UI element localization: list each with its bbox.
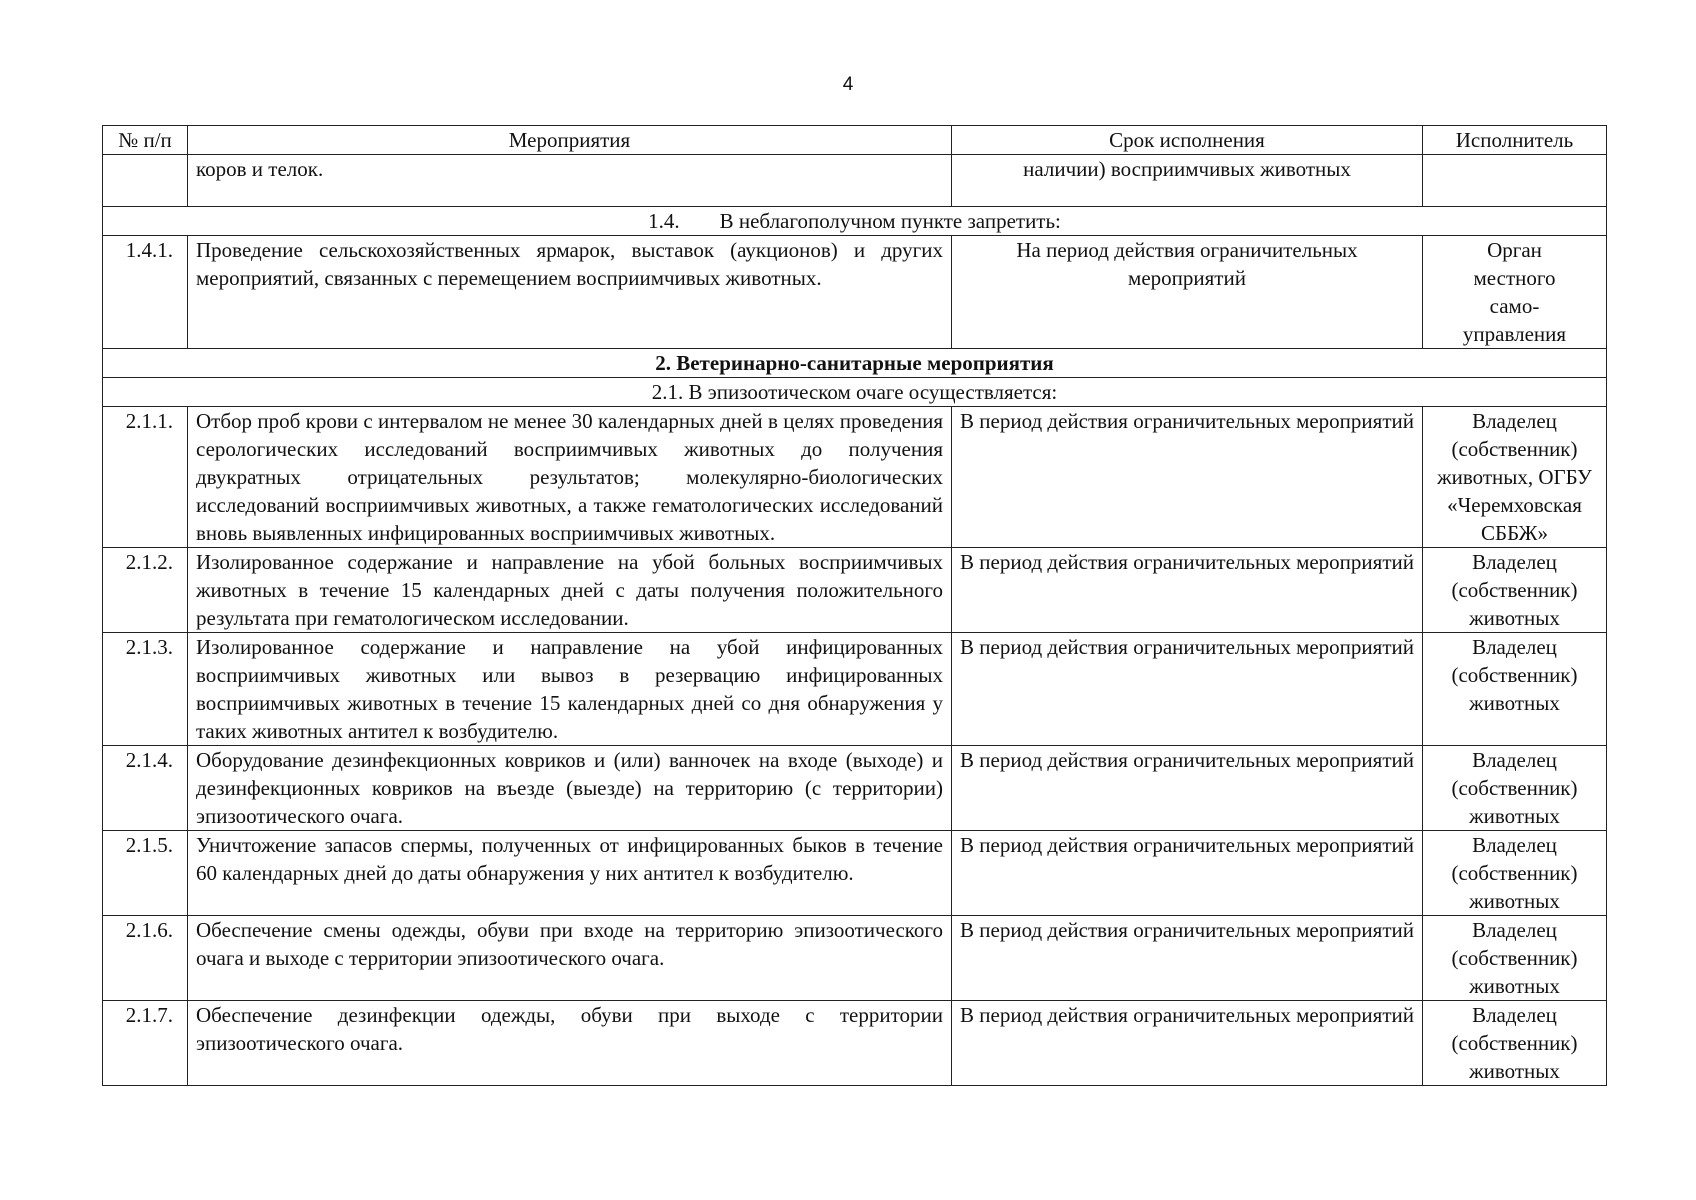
measures-table (102, 125, 1607, 1086)
cell-executor: Владелец (собственник) животных (1423, 831, 1607, 916)
section-row-2 (103, 349, 1607, 378)
cell-term: В период действия ограничительных мероприятий (952, 1001, 1423, 1086)
cell-executor: Владелец (собственник) животных (1423, 633, 1607, 746)
cell-term: В период действия ограничительных мероприятий (952, 407, 1423, 548)
cell-term: наличии) восприимчивых животных (952, 155, 1423, 207)
cell-num: 2.1.2. (103, 548, 188, 633)
cell-term: В период действия ограничительных мероприятий (952, 916, 1423, 1001)
cell-executor: Орган местного само-управления (1423, 236, 1607, 349)
section-title: В неблагополучном пункте запретить: (719, 209, 1061, 233)
cell-activity: Уничтожение запасов спермы, полученных от инфицированных быков в течение 60 календарных дней до даты обнаружения у них антител к возбудителю. (188, 831, 952, 916)
page-number: 4 (842, 74, 854, 95)
table-row-continuation (103, 155, 1607, 207)
cell-activity: Оборудование дезинфекционных ковриков и (или) ванночек на входе (выходе) и дезинфекционных ковриков на въезде (выезде) на территорию (с территории) эпизоотического очага. (188, 746, 952, 831)
cell-activity: коров и телок. (188, 155, 952, 207)
header-term: Срок исполнения (952, 126, 1423, 155)
cell-term: В период действия ограничительных мероприятий (952, 746, 1423, 831)
cell-num: 2.1.7. (103, 1001, 188, 1086)
cell-executor: Владелец (собственник) животных (1423, 1001, 1607, 1086)
section-heading (103, 207, 1607, 236)
table-row (103, 746, 1607, 831)
cell-num: 2.1.1. (103, 407, 188, 548)
cell-activity: Обеспечение смены одежды, обуви при входе на территорию эпизоотического очага и выходе с территории эпизоотического очага. (188, 916, 952, 1001)
cell-num: 1.4.1. (103, 236, 188, 349)
cell-activity: Проведение сельскохозяйственных ярмарок, выставок (аукционов) и других мероприятий, связанных с перемещением восприимчивых животных. (188, 236, 952, 349)
table-row (103, 1001, 1607, 1086)
cell-num: 2.1.4. (103, 746, 188, 831)
cell-term: В период действия ограничительных мероприятий (952, 548, 1423, 633)
section-heading: 2. Ветеринарно-санитарные мероприятия (103, 349, 1607, 378)
section-number: 1.4. (648, 209, 680, 233)
cell-executor: Владелец (собственник) животных (1423, 548, 1607, 633)
cell-activity: Изолированное содержание и направление на убой больных восприимчивых животных в течение 15 календарных дней с даты получения положительного результата при гематологическом исследовании. (188, 548, 952, 633)
cell-executor: Владелец (собственник) животных, ОГБУ «Черемховская СББЖ» (1423, 407, 1607, 548)
cell-activity: Отбор проб крови с интервалом не менее 30 календарных дней в целях проведения серологических исследований восприимчивых животных до получения двукратных отрицательных результатов; молекулярно-биологических исследований восприимчивых животных, а также гематологических исследований вновь выявленных инфицированных восприимчивых животных. (188, 407, 952, 548)
cell-term: В период действия ограничительных мероприятий (952, 831, 1423, 916)
cell-num: 2.1.6. (103, 916, 188, 1001)
cell-activity: Изолированное содержание и направление на убой инфицированных восприимчивых животных или вывоз в резервацию инфицированных восприимчивых животных в течение 15 календарных дней со дня обнаружения у таких животных антител к возбудителю. (188, 633, 952, 746)
section-heading: 2.1. В эпизоотическом очаге осуществляется: (103, 378, 1607, 407)
header-executor: Исполнитель (1423, 126, 1607, 155)
cell-num (103, 155, 188, 207)
table-row (103, 548, 1607, 633)
cell-num: 2.1.3. (103, 633, 188, 746)
table-row (103, 407, 1607, 548)
header-num: № п/п (103, 126, 188, 155)
cell-activity: Обеспечение дезинфекции одежды, обуви при выходе с территории эпизоотического очага. (188, 1001, 952, 1086)
header-activity: Мероприятия (188, 126, 952, 155)
cell-executor (1423, 155, 1607, 207)
cell-term: На период действия ограничительных мероприятий (952, 236, 1423, 349)
section-row-2-1 (103, 378, 1607, 407)
section-row-1-4 (103, 207, 1607, 236)
cell-executor: Владелец (собственник) животных (1423, 746, 1607, 831)
table-row (103, 831, 1607, 916)
table-row (103, 633, 1607, 746)
table-row (103, 916, 1607, 1001)
table-row-1-4-1 (103, 236, 1607, 349)
cell-num: 2.1.5. (103, 831, 188, 916)
cell-term: В период действия ограничительных мероприятий (952, 633, 1423, 746)
table-header-row (103, 126, 1607, 155)
cell-executor: Владелец (собственник) животных (1423, 916, 1607, 1001)
